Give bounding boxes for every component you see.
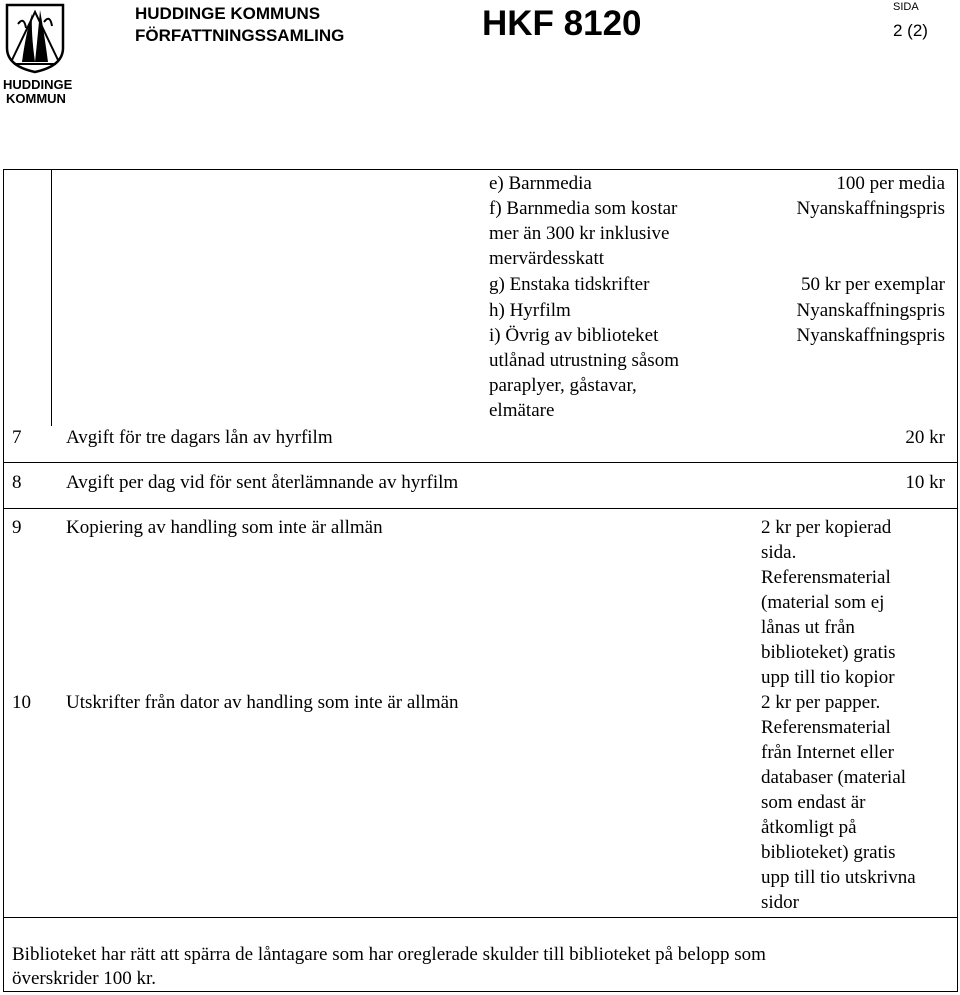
- row-number: 8: [12, 472, 22, 493]
- row-price-line: Referensmaterial: [761, 717, 891, 738]
- media-label: i) Övrig av biblioteket: [489, 325, 659, 346]
- row-price-line: upp till tio kopior: [761, 667, 895, 688]
- media-price: 50 kr per exemplar: [800, 274, 945, 295]
- media-price: Nyanskaffningspris: [796, 198, 945, 219]
- page-label: SIDA: [893, 1, 919, 13]
- row-price-line: som endast är: [761, 792, 866, 813]
- row-text: Avgift per dag vid för sent återlämnande av hyrfilm: [66, 472, 459, 493]
- row-text: Kopiering av handling som inte är allmän: [66, 517, 383, 538]
- logo-text-line1: HUDDINGE: [3, 77, 73, 92]
- document-code: HKF 8120: [482, 4, 642, 43]
- org-name-line1: HUDDINGE KOMMUNS: [135, 4, 321, 23]
- media-price: Nyanskaffningspris: [796, 325, 945, 346]
- row-price-line: lånas ut från: [761, 617, 855, 638]
- row-price-line: biblioteket) gratis: [761, 842, 896, 863]
- media-label: e) Barnmedia: [489, 173, 592, 194]
- media-price: 100 per media: [836, 173, 945, 194]
- media-label: mervärdesskatt: [489, 248, 605, 269]
- row-number: 10: [12, 692, 31, 713]
- footer-note-line: överskrider 100 kr.: [12, 968, 157, 989]
- page-number: 2 (2): [893, 21, 928, 40]
- row-price-line: biblioteket) gratis: [761, 642, 896, 663]
- media-label: utlånad utrustning såsom: [489, 350, 679, 371]
- row-price-line: upp till tio utskrivna: [761, 867, 916, 888]
- row-price-line: 2 kr per papper.: [761, 692, 881, 713]
- row-text: Avgift för tre dagars lån av hyrfilm: [66, 427, 333, 448]
- row-price-line: sidor: [761, 892, 799, 913]
- row-price-line: (material som ej: [761, 592, 885, 613]
- row-price: 10 kr: [905, 472, 945, 493]
- row-price-line: databaser (material: [761, 767, 907, 788]
- row-number: 7: [12, 427, 22, 448]
- row-price-line: Referensmaterial: [761, 567, 891, 588]
- media-label: mer än 300 kr inklusive: [489, 223, 670, 244]
- row-price-line: från Internet eller: [761, 742, 894, 763]
- coat-of-arms-icon: [4, 2, 66, 74]
- row-price-line: sida.: [761, 542, 797, 563]
- logo-text-line2: KOMMUN: [6, 91, 66, 106]
- footer-note-line: Biblioteket har rätt att spärra de låntagare som har oreglerade skulder till biblioteket på belopp som: [12, 944, 766, 965]
- media-label: f) Barnmedia som kostar: [489, 198, 678, 219]
- row-number: 9: [12, 517, 22, 538]
- row-price-line: åtkomligt på: [761, 817, 857, 838]
- media-label: h) Hyrfilm: [489, 300, 571, 321]
- row-price-line: 2 kr per kopierad: [761, 517, 892, 538]
- media-label: elmätare: [489, 400, 555, 421]
- media-label: g) Enstaka tidskrifter: [489, 274, 650, 295]
- media-price: Nyanskaffningspris: [796, 300, 945, 321]
- media-label: paraplyer, gåstavar,: [489, 375, 637, 396]
- row-price: 20 kr: [905, 427, 945, 448]
- org-name-line2: FÖRFATTNINGSSAMLING: [135, 26, 345, 45]
- row-text: Utskrifter från dator av handling som inte är allmän: [66, 692, 459, 713]
- municipality-logo: [3, 2, 73, 106]
